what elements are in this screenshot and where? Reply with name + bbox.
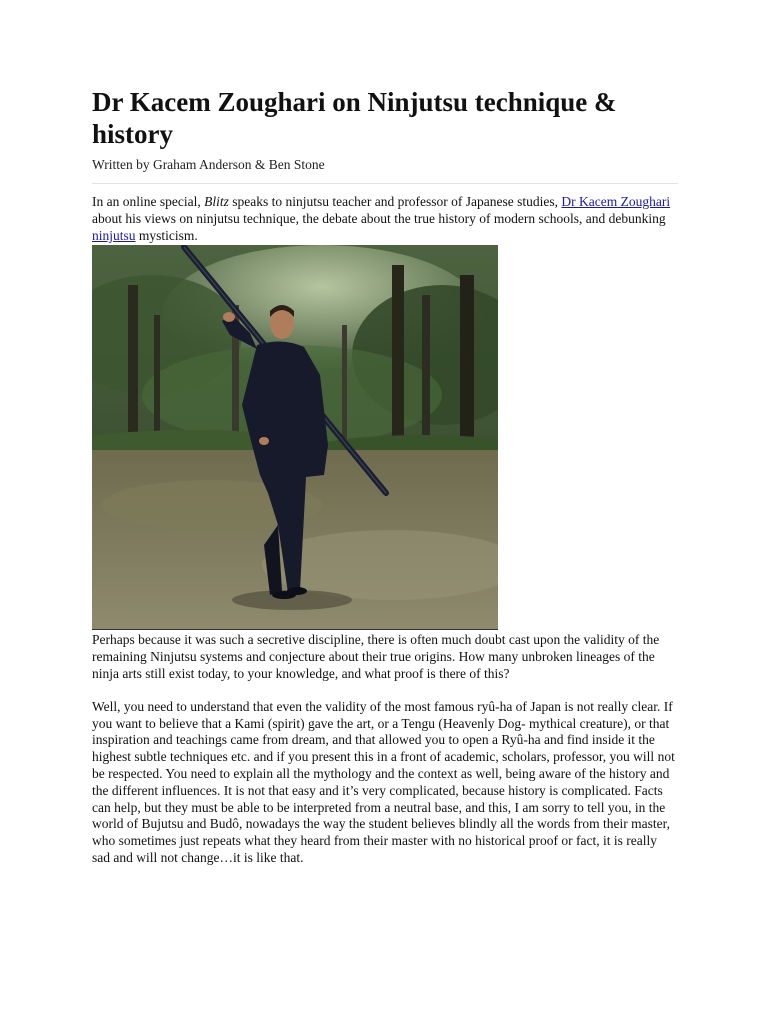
intro-paragraph xyxy=(92,194,678,244)
author-link[interactable]: Dr Kacem Zoughari xyxy=(561,194,671,209)
interview-answer: Well, you need to understand that even the validity of the most famous ryû-ha of Japan is not really clear. If you want to believe that a Kami (spirit) gave the art, or a Tengu (Heavenly Dog- mythical creature), or that inspiration and teachings came from dream, and that allowed you to open a Ryû-ha and find inside it the highest subtle techniques etc. and if you present this in a front of academic, scholars, professor, you will not be respected. You need to explain all the mythology and the context as well, being aware of the history and the different influences. It is not that easy and it’s very complicated, because history is complicated. Facts can help, but they must be able to be interpreted from a neutral base, and this, I am sorry to tell you, in the world of Bujutsu and Budô, nowadays the way the student believes blindly all the words from their master, who sometimes just repeats what they heard from their master with no historical proof or fact, it is really sad and will not change…it is like that. xyxy=(92,698,675,865)
article-photo xyxy=(92,245,498,630)
intro-text-1: In an online special, xyxy=(92,194,205,209)
publication-name: Blitz xyxy=(204,194,229,209)
intro-text-4: mysticism. xyxy=(135,227,198,243)
divider xyxy=(92,183,678,184)
article-title: Dr Kacem Zoughari on Ninjutsu technique & history xyxy=(92,87,617,149)
interview-question: Perhaps because it was such a secretive discipline, there is often much doubt cast upon the validity of the remaining Ninjutsu systems and conjecture about their true origins. How many unbroken lineages of the ninja arts still exist today, to your knowledge, and what proof is there of this? xyxy=(92,632,660,681)
ninjutsu-link[interactable]: ninjutsu xyxy=(92,227,136,243)
intro-text-3: about his views on ninjutsu technique, the debate about the true history of modern schools, and debunking xyxy=(92,210,666,226)
intro-text-2: speaks to ninjutsu teacher and professor of Japanese studies, xyxy=(228,194,562,209)
article-byline: Written by Graham Anderson & Ben Stone xyxy=(92,157,325,172)
article xyxy=(92,86,678,867)
